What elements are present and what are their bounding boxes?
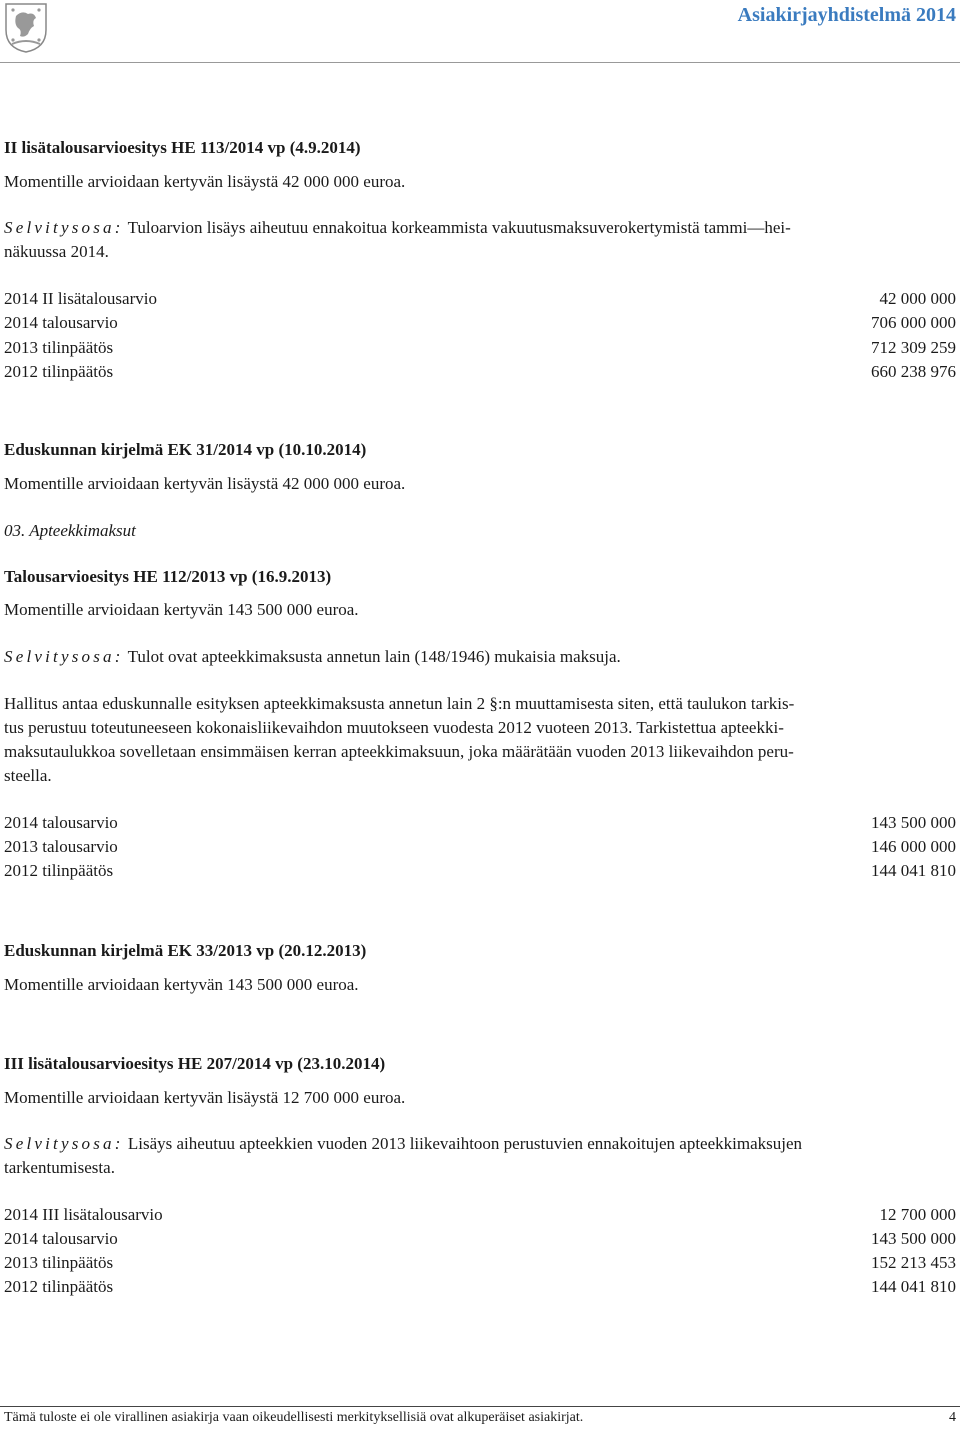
explanation-label: Selvitysosa: xyxy=(4,218,124,237)
row-label: 2012 tilinpäätös xyxy=(4,861,114,880)
explanation-label: Selvitysosa: xyxy=(4,647,124,666)
paragraph-line: steella. xyxy=(4,766,52,785)
row-value: 146 000 000 xyxy=(871,837,956,856)
row-label: 2013 tilinpäätös xyxy=(4,338,114,357)
page-number: 4 xyxy=(949,1410,956,1425)
row-label: 2012 tilinpäätös xyxy=(4,362,114,381)
paragraph: Momentille arvioidaan kertyvän lisäystä 42 000 000 euroa. xyxy=(4,474,406,493)
explanation-text: Tuloarvion lisäys aiheutuu ennakoitua korkeammista vakuutusmaksuverokertymistä tammi—hei- xyxy=(127,218,791,237)
explanation-text: Tulot ovat apteekkimaksusta annetun lain (148/1946) mukaisia maksuja. xyxy=(127,647,621,666)
row-label: 2014 talousarvio xyxy=(4,313,118,332)
row-value: 660 238 976 xyxy=(871,362,956,381)
table-row xyxy=(4,360,956,384)
paragraph: Momentille arvioidaan kertyvän lisäystä 42 000 000 euroa. xyxy=(4,172,406,191)
explanation-continuation: tarkentumisesta. xyxy=(4,1158,115,1177)
row-label: 2014 talousarvio xyxy=(4,813,118,832)
footer-divider xyxy=(0,1406,960,1407)
explanation-continuation: näkuussa 2014. xyxy=(4,242,109,261)
row-label: 2013 tilinpäätös xyxy=(4,1253,114,1272)
document-collection-title: Asiakirjayhdistelmä 2014 xyxy=(737,4,956,26)
section-heading: II lisätalousarvioesitys HE 113/2014 vp (4.9.2014) xyxy=(4,138,361,157)
table-row xyxy=(4,287,956,311)
section-heading: Eduskunnan kirjelmä EK 31/2014 vp (10.10.2014) xyxy=(4,440,367,459)
paragraph: Momentille arvioidaan kertyvän 143 500 000 euroa. xyxy=(4,975,359,994)
coat-of-arms-icon xyxy=(4,2,48,54)
section-heading: Talousarvioesitys HE 112/2013 vp (16.9.2013) xyxy=(4,567,332,586)
paragraph-line: maksutaulukkoa sovelletaan ensimmäisen kerran apteekkimaksuun, joka määrätään vuoden 2013 liikevaihdon peru- xyxy=(4,742,794,761)
row-label: 2013 talousarvio xyxy=(4,837,118,856)
row-value: 12 700 000 xyxy=(879,1205,956,1224)
paragraph-line: tus perustuu toteutuneeseen kokonaisliikevaihdon muutokseen vuodesta 2012 vuoteen 2013. Tarkistettua apteekki- xyxy=(4,718,784,737)
paragraph: Momentille arvioidaan kertyvän lisäystä 12 700 000 euroa. xyxy=(4,1088,406,1107)
section-heading: Eduskunnan kirjelmä EK 33/2013 vp (20.12.2013) xyxy=(4,941,367,960)
row-value: 712 309 259 xyxy=(871,338,956,357)
table-row xyxy=(4,1203,956,1227)
paragraph: Momentille arvioidaan kertyvän 143 500 000 euroa. xyxy=(4,600,359,619)
row-value: 143 500 000 xyxy=(871,1229,956,1248)
table-row xyxy=(4,1275,956,1299)
explanation-label: Selvitysosa: xyxy=(4,1134,124,1153)
table-row xyxy=(4,859,956,883)
table-row xyxy=(4,336,956,360)
explanation xyxy=(4,1132,956,1156)
row-value: 152 213 453 xyxy=(871,1253,956,1272)
table-row xyxy=(4,1251,956,1275)
row-value: 144 041 810 xyxy=(871,861,956,880)
paragraph-line: Hallitus antaa eduskunnalle esityksen apteekkimaksusta annetun lain 2 §:n muuttamisesta siten, että taulukon tarkis- xyxy=(4,694,795,713)
explanation xyxy=(4,645,956,669)
page-header xyxy=(0,0,960,66)
row-label: 2012 tilinpäätös xyxy=(4,1277,114,1296)
row-value: 706 000 000 xyxy=(871,313,956,332)
row-value: 42 000 000 xyxy=(879,289,956,308)
explanation xyxy=(4,216,956,240)
table-row xyxy=(4,311,956,335)
row-label: 2014 III lisätalousarvio xyxy=(4,1205,163,1224)
row-value: 144 041 810 xyxy=(871,1277,956,1296)
table-row xyxy=(4,811,956,835)
section-heading: III lisätalousarvioesitys HE 207/2014 vp (23.10.2014) xyxy=(4,1054,386,1073)
page-footer xyxy=(4,1409,956,1427)
row-label: 2014 II lisätalousarvio xyxy=(4,289,157,308)
subsection-title: 03. Apteekkimaksut xyxy=(4,521,136,540)
footer-disclaimer: Tämä tuloste ei ole virallinen asiakirja vaan oikeudellisesti merkityksellisiä ovat alkuperäiset asiakirjat. xyxy=(4,1410,584,1425)
row-label: 2014 talousarvio xyxy=(4,1229,118,1248)
row-value: 143 500 000 xyxy=(871,813,956,832)
table-row xyxy=(4,1227,956,1251)
table-row xyxy=(4,835,956,859)
header-divider xyxy=(0,62,960,63)
explanation-text: Lisäys aiheutuu apteekkien vuoden 2013 liikevaihtoon perustuvien ennakoitujen apteekkimaksujen xyxy=(127,1134,803,1153)
